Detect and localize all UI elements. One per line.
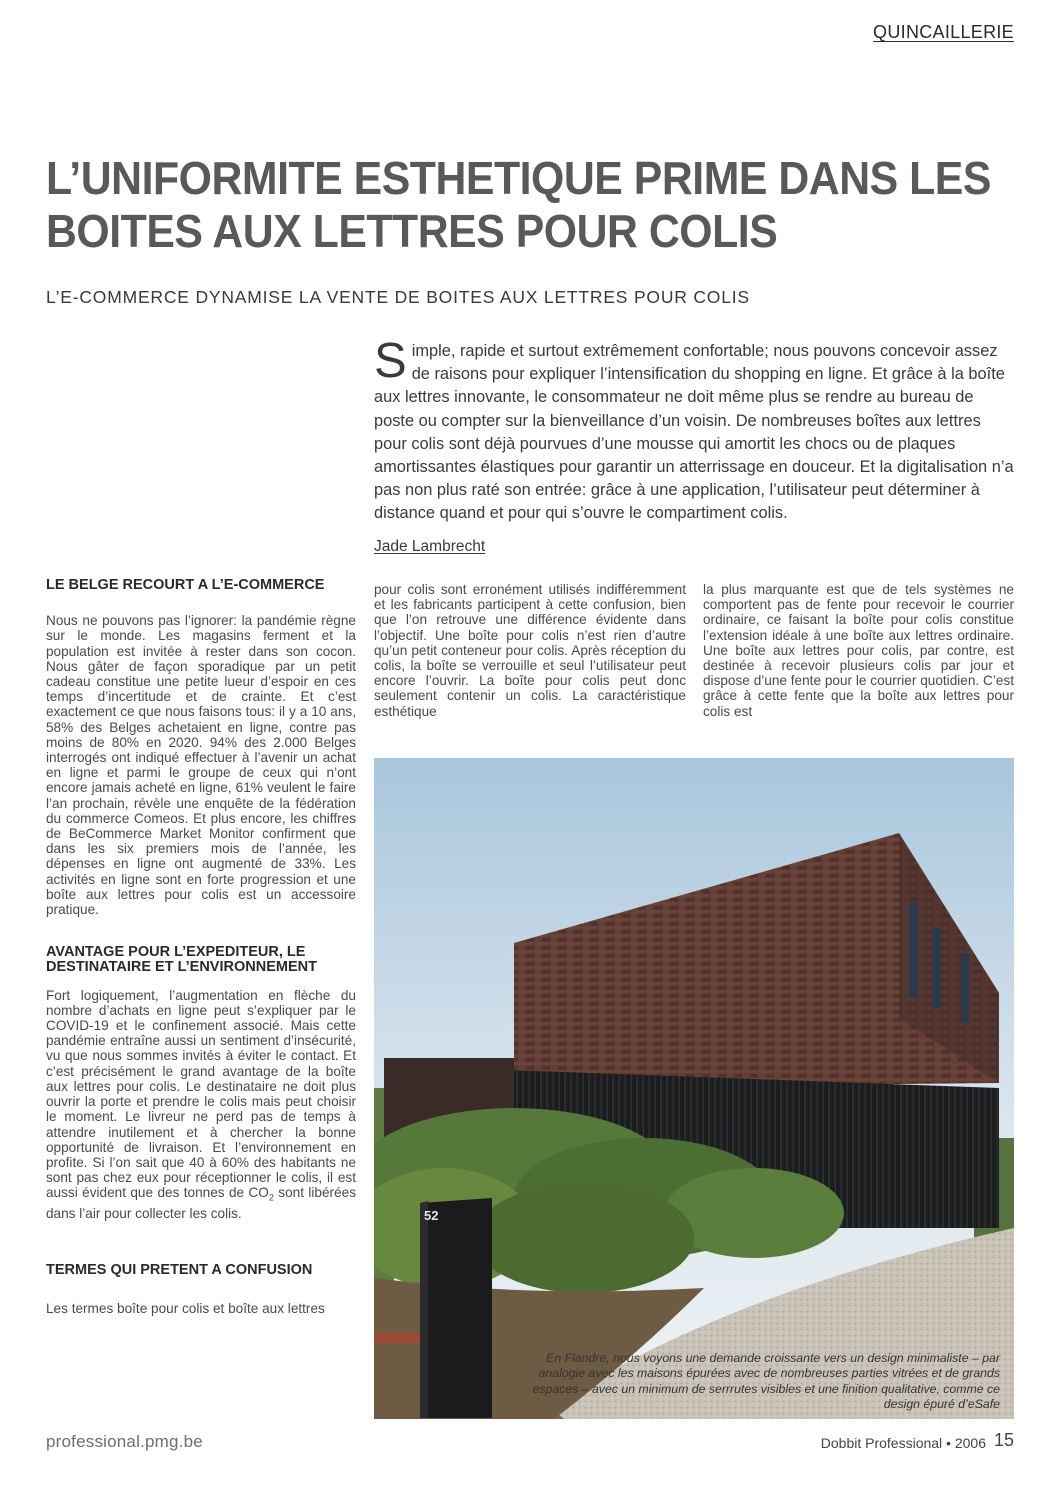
article-subtitle: L’E-COMMERCE DYNAMISE LA VENTE DE BOITES AUX LETTRES POUR COLIS bbox=[46, 287, 750, 307]
article-headline bbox=[46, 152, 991, 258]
paragraph-avantage bbox=[46, 988, 356, 1222]
paragraph-belge: Nous ne pouvons pas l’ignorer: la pandémie règne sur le monde. Les magasins ferment et la population est invitée à rester dans son cocon. Nous gâter de façon sporadique par un petit cadeau constitue une petite lueur d’espoir en ces temps d’incertitude et de crainte. Et c’est exactement ce que nous faisons tous: il y a 10 ans, 58% des Belges achetaient en ligne, contre pas moins de 80% en 2020. 94% des 2.000 Belges interrogés ont indiqué effectuer à l’avenir un achat en ligne et parmi le groupe de ceux qui n’ont encore jamais acheté en ligne, 61% veulent le faire l’an prochain, révèle une enquête de la fédération du commerce Comeos. Et plus encore, les chiffres de BeCommerce Market Monitor confirment que dans les six premiers mois de l’année, les dépenses en ligne ont augmenté de 33%. Les activités en ligne sont en forte progression et une boîte aux lettres pour colis est un accessoire pratique. bbox=[46, 613, 356, 918]
paragraph-termes: Les termes boîte pour colis et boîte aux lettres bbox=[46, 1300, 325, 1316]
lede-text: imple, rapide et surtout extrêmement confortable; nous pouvons concevoir assez de raisons pour expliquer l’intensification du shopping en ligne. Et grâce à la boîte aux lettres innovante, le consommateur ne doit même plus se rendre au bureau de poste ou compter sur la bienveillance d’un voisin. De nombreuses boîtes aux lettres pour colis sont déjà pourvues d’une mousse qui amortit les chocs ou de plaques amortissantes élastiques pour garantir un atterrissage en douceur. Et la digitalisation n’a pas non plus raté son entrée: grâce à une application, l’utilisateur peut déterminer à distance quand et pour qui s’ouvre le compartiment colis. bbox=[374, 342, 1014, 523]
text-column-3 bbox=[703, 582, 1014, 719]
paragraph-column-3: la plus marquante est que de tels systèmes ne comportent pas de fente pour recevoir le courrier ordinaire, ce faisant la boîte pour colis constitue l’extension idéale à une boîte aux lettres ordinaire. Une boîte aux lettres pour colis, par contre, est destinée à recevoir plusieurs colis par jour et dispose d’une fente pour le courrier quotidien. C’est grâce à cette fente que la boîte aux lettres pour colis est bbox=[703, 582, 1014, 719]
text-column-1 bbox=[46, 578, 356, 1316]
footer-magazine: Dobbit Professional • 2006 bbox=[820, 1435, 986, 1451]
heading-belge: LE BELGE RECOURT A L’E-COMMERCE bbox=[46, 577, 325, 593]
section-tag: QUINCAILLERIE bbox=[873, 22, 1014, 42]
page-number: 15 bbox=[993, 1430, 1014, 1450]
headline-line-1: L’UNIFORMITE ESTHETIQUE PRIME DANS LES bbox=[46, 152, 991, 204]
article-lede bbox=[374, 334, 1014, 526]
house-illustration bbox=[374, 758, 1014, 1419]
headline-line-2: BOITES AUX LETTRES POUR COLIS bbox=[46, 205, 778, 257]
lede-dropcap: S bbox=[374, 334, 407, 388]
house-number-label: 52 bbox=[424, 1208, 439, 1223]
paragraph-avantage-part-1: Fort logiquement, l’augmentation en flèche du nombre d’achats en ligne peut s’expliquer par le COVID-19 et le confinement associé. Mais cette pandémie entraîne aussi un sentiment d’insécurité, vu que nous sommes invités à éviter le contact. Et c’est précisément le grand avantage de la boîte aux lettres pour colis. Le destinataire ne doit plus ouvrir la porte et prendre le colis mais peut choisir le moment. Le livreur ne perd pas de temps à attendre inutilement et à chercher la bonne opportunité de livraison. Et l’environnement en profite. Si l’on sait que 40 à 60% des habitants ne sont pas chez eux pour réceptionner le colis, il est aussi évident que des tonnes de CO bbox=[46, 987, 356, 1201]
heading-avantage: AVANTAGE POUR L’EXPEDITEUR, LE DESTINATAIRE ET L’ENVIRONNEMENT bbox=[46, 944, 317, 976]
heading-termes: TERMES QUI PRETENT A CONFUSION bbox=[46, 1262, 313, 1279]
co2-subscript: 2 bbox=[268, 1193, 274, 1204]
paragraph-column-2: pour colis sont erronément utilisés indifféremment et les fabricants participent à cette confusion, bien que l’on retrouve une différence évidente dans l’objectif. Une boîte pour colis n’est rien d’autre qu’un petit conteneur pour colis. Après réception du colis, la boîte se verrouille et seul l’utilisateur peut encore l’ouvrir. La boîte pour colis peut donc seulement contenir un colis. La caractéristique esthétique bbox=[374, 582, 686, 719]
photo-caption: En Flandre, nous voyons une demande croissante vers un design minimaliste – par analogie avec les maisons épurées avec de nombreuses parties vitrées et de grands espaces – avec un minimum de serrrutes visibles et une finition qualitative, comme ce design épuré d’eSafe bbox=[532, 1350, 1000, 1412]
house-photo bbox=[374, 758, 1014, 1419]
paragraph-avantage-part-2: sont libérées dans l’air pour collecter les colis. bbox=[46, 1185, 357, 1222]
author-byline: Jade Lambrecht bbox=[374, 538, 486, 555]
footer-url[interactable]: professional.pmg.be bbox=[46, 1432, 203, 1451]
text-column-2 bbox=[374, 582, 686, 719]
